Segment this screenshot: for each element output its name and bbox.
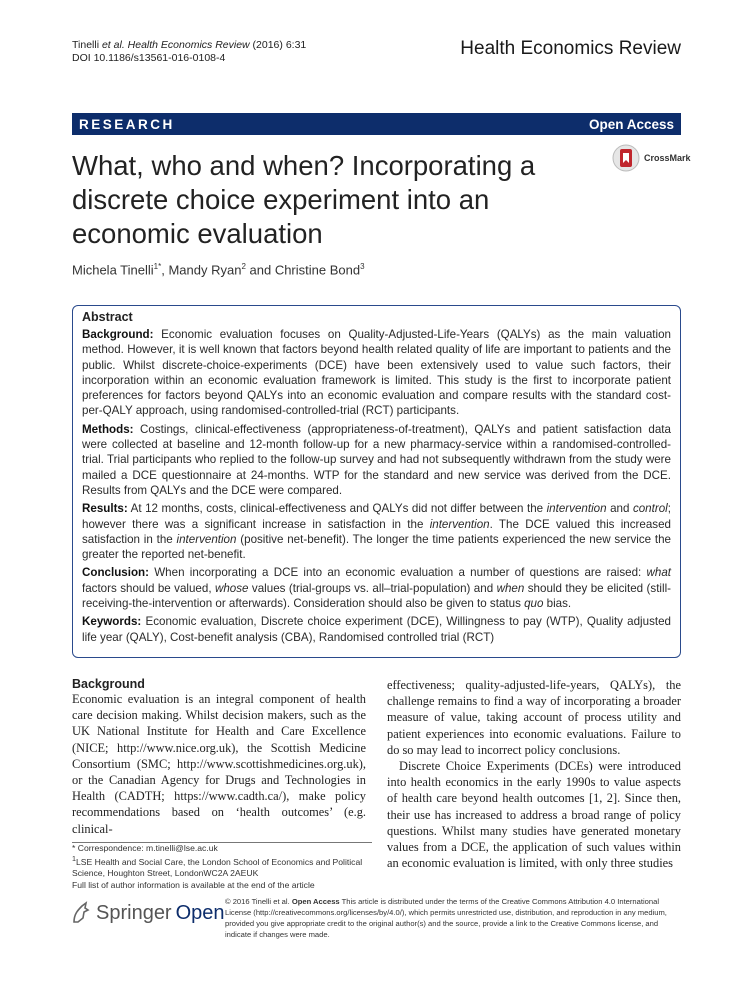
abstract-text: . The DCE valued this increased satisfaction in the (82, 517, 671, 546)
abstract-text: At 12 months, costs, clinical-effectiveness and QALYs did not differ between the (130, 502, 547, 516)
abstract-text: should they be elicited (still-receiving-the-intervention or afterwards). Consideration should also be given to status (82, 581, 672, 611)
author-list (72, 262, 365, 277)
license-bold: Open Access (291, 897, 340, 906)
author-name[interactable]: Christine Bond (274, 262, 361, 278)
crossmark-label: CrossMark (644, 153, 691, 163)
abstract-italic: whose (214, 581, 249, 595)
citation-year: (2016) 6:31 (252, 39, 307, 51)
abstract-results (82, 501, 671, 562)
affil-sup: 1 (72, 855, 76, 864)
abstract-heading: Abstract (82, 310, 133, 324)
author-name[interactable]: Michela Tinelli (72, 262, 154, 278)
doi-link[interactable]: DOI 10.1186/s13561-016-0108-4 (72, 52, 226, 64)
abstract-text: (positive net-benefit). The longer the time patients experienced the new service the greater the reported net-benefit. (82, 532, 671, 562)
abstract-background (82, 327, 671, 419)
open-access-label: Open Access (588, 116, 674, 132)
abstract-keywords (82, 614, 671, 645)
abstract-label: Results: (82, 502, 128, 516)
abstract-label: Conclusion: (82, 566, 149, 580)
abstract-label: Keywords: (82, 615, 142, 629)
abstract-label: Background: (82, 328, 154, 341)
abstract-italic: what (646, 566, 671, 580)
abstract-text: Economic evaluation, Discrete choice experiment (DCE), Willingness to pay (WTP), Quality adjusted life year (QALY), Cost-benefit analysis (CBA), Randomised controlled trial (RCT) (82, 615, 671, 644)
author-affil: 3 (360, 262, 365, 271)
author-separator: , (161, 262, 169, 278)
correspondence[interactable]: * Correspondence: m.tinelli@lse.ac.uk (72, 843, 218, 853)
license-text (225, 896, 685, 940)
abstract-box (72, 305, 681, 658)
body-paragraph: Discrete Choice Experiments (DCEs) were introduced into health economics in the early 1990s to value aspects of health care beyond health outcomes [1, 2]. Since then, their use has increased to address a broad range of policy questions. Whilst many studies have generated monetary values from a DCE, the application of such values within an economic evaluation is limited, with only three studies (387, 759, 681, 871)
author-separator: and (245, 262, 275, 278)
section-heading: Background (72, 677, 145, 691)
footnotes (72, 842, 372, 891)
article-title: What, who and when? Incorporating a discrete choice experiment into an economic evaluation (72, 150, 536, 249)
citation-etal: et al. (101, 39, 125, 51)
abstract-text: bias. (543, 597, 572, 611)
author-affil: 2 (241, 262, 246, 271)
abstract-italic: intervention (546, 502, 607, 516)
journal-name: Health Economics Review (460, 38, 681, 59)
author-name[interactable]: Mandy Ryan (168, 262, 242, 278)
body-column-right (387, 677, 681, 871)
author-affil: 1* (153, 262, 162, 271)
body-paragraph: effectiveness; quality-adjusted-life-years, QALYs), the challenge remains to find a way of incorporating a broader measure of value, taking account of process utility and patient experiences into economic evaluations. Failure to do so may lead to incorrect policy conclusions. (387, 678, 681, 757)
affiliation-text: LSE Health and Social Care, the London School of Economics and Political Science, Houghton Street, LondonWC2A 2AEUK (72, 857, 363, 879)
abstract-text: When incorporating a DCE into an economic evaluation a number of questions are raised: (154, 566, 647, 580)
abstract-italic: intervention (176, 532, 237, 546)
abstract-text: Costings, clinical-effectiveness (appropriateness-of-treatment), QALYs and patient satisfaction data were collected at baseline and 12-month follow-up for a new pharmacy-service within a randomised-controlled-trial. Trial participants who replied to the follow-up survey and had not subsequently withdrawn from the study were mailed a DCE questionnaire at 24-months. WTP for the standard and new service was derived from the DCE. Results from QALYs and the DCE were compared. (82, 422, 671, 497)
crossmark-icon (612, 143, 640, 173)
abstract-label: Methods: (82, 422, 134, 436)
publisher-name: Springer (96, 901, 172, 924)
abstract-italic: control (632, 502, 668, 516)
citation-journal: Health Economics Review (127, 39, 250, 51)
affiliation (72, 854, 372, 879)
copyright: © 2016 Tinelli et al. (225, 897, 292, 906)
body-column-left (72, 677, 366, 837)
article-type-banner (72, 113, 681, 135)
publisher-open: Open (175, 901, 225, 924)
abstract-text: ; however there was a significant increase in satisfaction in the (82, 502, 671, 531)
citation-block (72, 39, 306, 65)
citation-line (72, 39, 306, 52)
abstract-text: factors should be valued, (82, 581, 215, 595)
abstract-text: and (606, 502, 633, 516)
crossmark-button[interactable] (612, 143, 691, 173)
abstract-methods (82, 422, 671, 498)
abstract-text: Economic evaluation focuses on Quality-Adjusted-Life-Years (QALYs) as the main valuation method. However, it is well known that factors beyond health related quality of life are important to patients and the public. Whilst discrete-choice-experiments (DCE) have been extensively used to value such factors, their incorporation within an economic evaluation framework is limited. This study is the first to incorporate patient preferences for factors beyond QALYs into an economic evaluation and compare results with the standard cost-per-QALY approach, using randomised-controlled-trial (RCT) participants. (82, 328, 671, 418)
publisher-logo[interactable] (68, 900, 225, 926)
abstract-italic: quo (524, 597, 544, 611)
abstract-italic: intervention (429, 517, 490, 531)
abstract-italic: when (496, 581, 525, 595)
abstract-text: values (trial-groups vs. all–trial-population) and (248, 581, 497, 595)
article-type-label: RESEARCH (79, 116, 175, 132)
license-body: This article is distributed under the terms of the Creative Commons Attribution 4.0 International License (http://creativecommons.org/licenses/by/4.0/), which permits unrestricted use, distribution, and reproduction in any medium, provided you give appropriate credit to the original author(s) and the source, provide a link to the Creative Commons license, and indicate if changes were made. (225, 897, 667, 939)
body-paragraph: Economic evaluation is an integral component of health care decision making. Whilst decision makers, such as the UK National Institute for Health and Care Excellence (NICE; http://www.nice.org.uk), the Scottish Medicine Consortium (SMC; http://www.scottishmedicines.org.uk), or the Canadian Agency for Drugs and Technologies in Health (CADTH; https://www.cadth.ca/), make policy recommendations based on ‘health outcomes’ (e.g. clinical- (72, 692, 366, 836)
springer-horse-icon (68, 900, 92, 926)
full-list-note: Full list of author information is available at the end of the article (72, 879, 315, 890)
citation-authors: Tinelli (72, 39, 100, 51)
abstract-conclusion (82, 565, 671, 611)
